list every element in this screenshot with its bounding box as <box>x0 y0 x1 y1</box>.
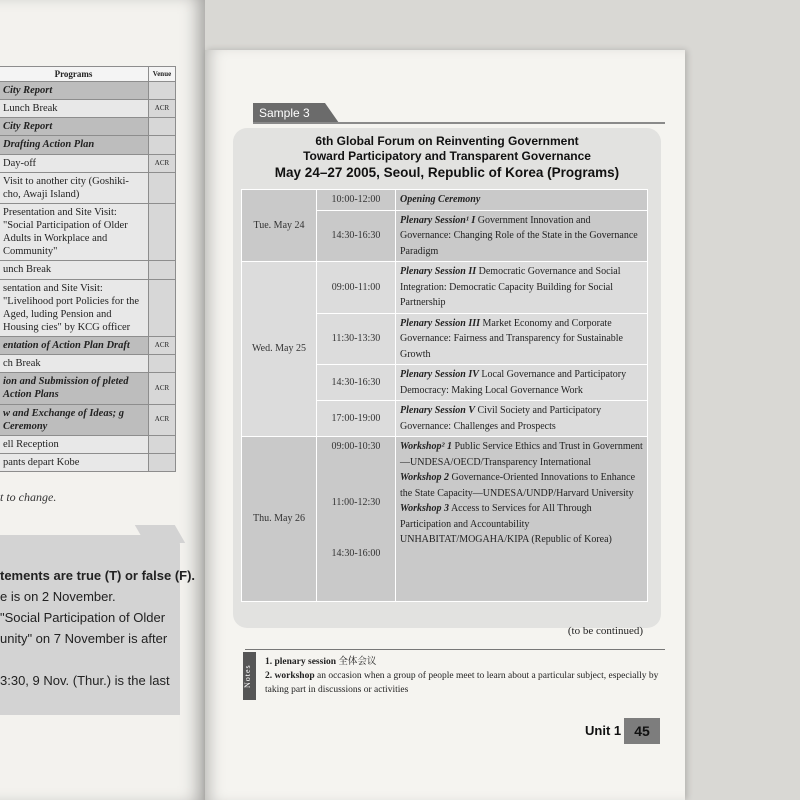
table-row <box>0 373 176 404</box>
venue-cell <box>149 136 176 154</box>
program-cell: ch Break <box>0 355 149 373</box>
program-cell: City Report <box>0 82 149 100</box>
session-cell: Plenary Session V Civil Society and Participatory Governance: Challenges and Prospects <box>396 401 648 437</box>
program-cell: ell Reception <box>0 435 149 453</box>
table-row <box>0 435 176 453</box>
sample-label: Sample 3 <box>253 103 325 123</box>
left-page <box>0 0 205 800</box>
table-row <box>0 261 176 279</box>
program-cell: Presentation and Site Visit: "Social Participation of Older Adults in Workplace and Community" <box>0 203 149 261</box>
venue-cell <box>149 203 176 261</box>
program-cell: unch Break <box>0 261 149 279</box>
notes-rule <box>245 649 665 650</box>
title-line: 6th Global Forum on Reinventing Government <box>315 134 579 148</box>
program-title <box>233 134 661 182</box>
title-line: May 24–27 2005, Seoul, Republic of Korea (Programs) <box>274 165 620 180</box>
time-cell: 11:30-13:30 <box>317 313 396 365</box>
table-row <box>0 100 176 118</box>
workshop-item: Workshop 2 Governance-Oriented Innovations to Enhance the State Capacity—UNDESA/UNDP/Harvard University <box>400 472 636 499</box>
time-cell <box>317 437 396 602</box>
table-row <box>0 82 176 100</box>
exercise-line <box>0 649 195 670</box>
time-cell: 14:30-16:30 <box>317 365 396 401</box>
venue-cell <box>149 355 176 373</box>
table-row <box>242 262 648 314</box>
table-row <box>0 172 176 203</box>
program-cell: Drafting Action Plan <box>0 136 149 154</box>
exercise-line: unity" on 7 November is after <box>0 631 168 646</box>
table-row <box>0 136 176 154</box>
title-line: Toward Participatory and Transparent Governance <box>303 149 591 163</box>
table-row <box>0 355 176 373</box>
table-row <box>0 203 176 261</box>
program-cell: Lunch Break <box>0 100 149 118</box>
program-cell: Day-off <box>0 154 149 172</box>
notes-list <box>265 655 665 697</box>
schedule-table <box>241 189 648 602</box>
time-slot: 14:30-16:00 <box>331 548 381 559</box>
day-cell: Wed. May 25 <box>242 262 317 437</box>
venue-cell <box>149 453 176 471</box>
time-slot: 09:00-10:30 <box>331 441 381 452</box>
workshop-item: Workshop² 1 Public Service Ethics and Trust in Government—UNDESA/OECD/Transparency International <box>400 441 643 468</box>
time-slot: 11:00-12:30 <box>331 496 381 508</box>
day-cell: Thu. May 26 <box>242 437 317 602</box>
table-row <box>0 279 176 337</box>
time-cell: 17:00-19:00 <box>317 401 396 437</box>
unit-label: Unit 1 <box>585 723 622 738</box>
exercise-lines <box>0 565 195 691</box>
venue-cell: ACR <box>149 337 176 355</box>
session-cell: Plenary Session II Democratic Governance and Social Integration: Democratic Capacity Building for Social Partnership <box>396 262 648 314</box>
venue-header: Venue <box>149 67 176 82</box>
program-cell: w and Exchange of Ideas; g Ceremony <box>0 404 149 435</box>
table-row <box>0 118 176 136</box>
program-cell: ion and Submission of pleted Action Plans <box>0 373 149 404</box>
session-cell <box>396 437 648 602</box>
venue-cell <box>149 118 176 136</box>
venue-cell <box>149 279 176 337</box>
venue-cell: ACR <box>149 100 176 118</box>
table-row <box>0 453 176 471</box>
exercise-line: e is on 2 November. <box>0 589 116 604</box>
to-be-continued: (to be continued) <box>567 625 643 637</box>
subject-to-change-note: t to change. <box>0 490 57 504</box>
exercise-line: "Social Participation of Older <box>0 610 166 625</box>
session-cell: Opening Ceremony <box>396 190 648 211</box>
venue-cell <box>149 435 176 453</box>
venue-cell: ACR <box>149 373 176 404</box>
note-item: 1. plenary session 全体会议 <box>265 657 377 667</box>
session-cell: Plenary Session IV Local Governance and Participatory Democracy: Making Local Governance Work <box>396 365 648 401</box>
exercise-line: 3:30, 9 Nov. (Thur.) is the last <box>0 673 170 688</box>
exercise-line: tements are true (T) or false (F). <box>0 568 196 583</box>
note-item: 2. workshop an occasion when a group of people meet to learn about a particular subject, especially by taking part in discussions or activities <box>265 671 659 695</box>
program-cell: Visit to another city (Goshiki-cho, Awaji Island) <box>0 172 149 203</box>
venue-cell <box>149 261 176 279</box>
time-cell: 10:00-12:00 <box>317 190 396 211</box>
table-row <box>0 154 176 172</box>
time-cell: 09:00-11:00 <box>317 262 396 314</box>
program-cell: sentation and Site Visit: "Livelihood port Policies for the Aged, luding Pension and Housing cies" by KCG officer <box>0 279 149 337</box>
left-program-table <box>0 66 176 472</box>
program-cell: entation of Action Plan Draft <box>0 337 149 355</box>
notes-tab: Notes <box>243 652 256 700</box>
venue-cell: ACR <box>149 154 176 172</box>
venue-cell <box>149 172 176 203</box>
program-cell: pants depart Kobe <box>0 453 149 471</box>
venue-cell: ACR <box>149 404 176 435</box>
programs-header: Programs <box>0 67 149 82</box>
workshop-item: Workshop 3 Access to Services for All Through Participation and Accountability UNHABITAT/MOGAHA/KIPA (Republic of Korea) <box>400 503 612 545</box>
table-row <box>0 404 176 435</box>
table-row <box>242 437 648 602</box>
page-number: 45 <box>624 718 660 744</box>
program-cell: City Report <box>0 118 149 136</box>
session-cell: Plenary Session III Market Economy and Corporate Governance: Fairness and Transparency for Sustainable Growth <box>396 313 648 365</box>
sample-rule <box>253 122 665 124</box>
venue-cell <box>149 82 176 100</box>
table-row <box>0 337 176 355</box>
table-row <box>242 190 648 211</box>
right-page <box>205 50 685 800</box>
time-cell: 14:30-16:30 <box>317 210 396 262</box>
day-cell: Tue. May 24 <box>242 190 317 262</box>
session-cell: Plenary Session¹ I Government Innovation and Governance: Changing Role of the State in the Governance Paradigm <box>396 210 648 262</box>
